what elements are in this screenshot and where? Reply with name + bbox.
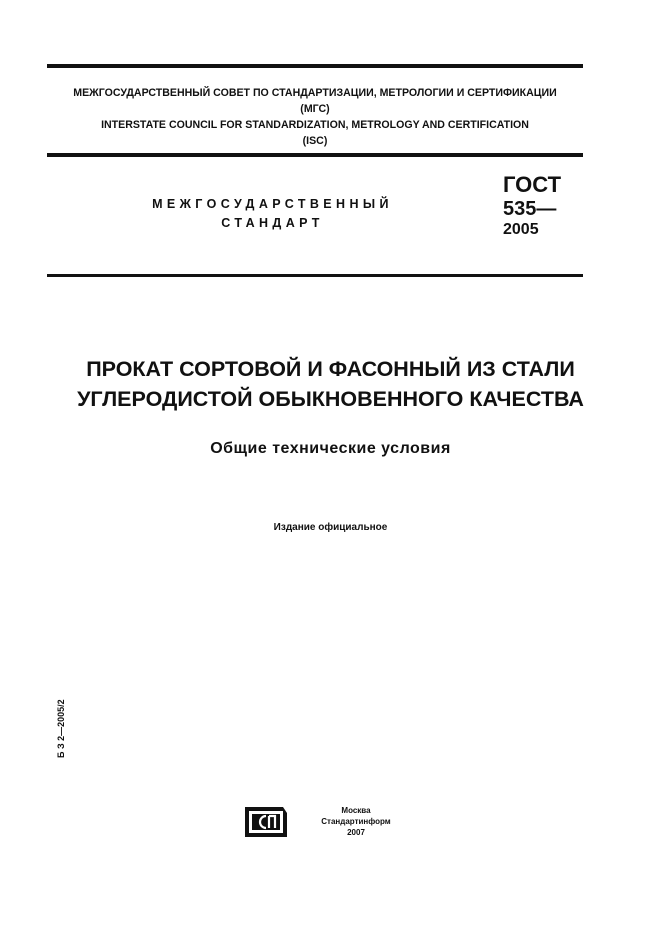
publisher-city: Москва	[341, 806, 371, 815]
standard-kind-line2: СТАНДАРТ	[221, 216, 324, 230]
document-subtitle: Общие технические условия	[210, 440, 451, 457]
council-abbr-en: (ISC)	[302, 135, 328, 147]
standard-kind-line1: МЕЖГОСУДАРСТВЕННЫЙ	[152, 197, 393, 211]
publisher-block	[300, 805, 412, 838]
standard-kind	[100, 195, 445, 233]
publisher-year: 2007	[347, 828, 365, 837]
standard-designation	[503, 174, 561, 238]
document-title-line2: УГЛЕРОДИСТОЙ ОБЫКНОВЕННОГО КАЧЕСТВА	[77, 387, 584, 411]
designation-prefix: ГОСТ	[503, 172, 562, 197]
middle-rule	[47, 153, 583, 157]
edition-note: Издание официальное	[273, 522, 388, 533]
top-rule	[47, 64, 583, 68]
council-header	[47, 85, 583, 149]
side-code: Б З 2—2005/2	[56, 699, 66, 758]
council-name-en: INTERSTATE COUNCIL FOR STANDARDIZATION, METROLOGY AND CERTIFICATION	[101, 119, 529, 131]
designation-number: 535—	[503, 198, 557, 220]
council-name-ru: МЕЖГОСУДАРСТВЕННЫЙ СОВЕТ ПО СТАНДАРТИЗАЦИИ, МЕТРОЛОГИИ И СЕРТИФИКАЦИИ	[73, 87, 557, 99]
council-abbr-ru: (МГС)	[300, 103, 330, 115]
document-title-line1: ПРОКАТ СОРТОВОЙ И ФАСОННЫЙ ИЗ СТАЛИ	[86, 357, 575, 381]
standartinform-logo-icon	[245, 807, 287, 837]
document-title	[20, 354, 641, 414]
designation-year: 2005	[503, 221, 539, 238]
publisher-name: Стандартинформ	[321, 817, 391, 826]
lower-rule	[47, 274, 583, 277]
